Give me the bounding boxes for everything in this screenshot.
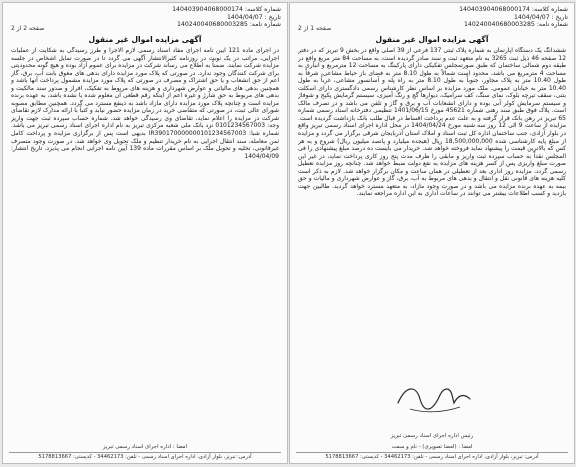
footer-note: امضا : (امضا تصویری) - نام و سمت [391, 444, 473, 450]
doc-number: شماره کلاسه: 140403904068000174 [459, 6, 568, 13]
doc-number: شماره کلاسه: 140403904068000174 [172, 6, 281, 13]
handwritten-signature [390, 373, 480, 423]
doc-serial: شماره نامه: 140240040680003285 [463, 21, 568, 29]
page-number: صفحه 1 از 2 [298, 25, 332, 32]
document-page-1 [289, 2, 575, 464]
footer-address: آدرس: تبریز، بلوار آزادی، اداره اجرای اسناد رسمی - تلفن: 34462173 - کدپستی: 5178813667 [296, 452, 568, 460]
document-page-2 [2, 2, 288, 464]
page-number: صفحه 2 از 2 [11, 25, 45, 32]
doc-date: تاریخ : 1404/04/07 [226, 13, 281, 21]
footer-note: امضا : اداره اجرای اسناد رسمی تبریز [102, 444, 188, 450]
doc-date: تاریخ : 1404/04/07 [513, 13, 568, 21]
notice-title: آگهی مزایده اموال غیر منقول [88, 35, 202, 44]
footer-address: آدرس: تبریز، بلوار آزادی، اداره اجرای اسناد رسمی - تلفن: 34462173 - کدپستی: 5178813667 [9, 452, 281, 460]
page-header [172, 6, 281, 29]
signature-caption: رئیس اداره اجرای اسناد رسمی تبریز [390, 433, 474, 439]
notice-body: در اجرای ماده 121 آیین نامه اجرای مفاد اسناد رسمی لازم الاجرا و طرز رسیدگی به شکایت از عملیات اجرایی، مراتب در یک نوبت در روزنامه کثیرالانتشار آگهی می گردد تا در صورت تمایل اشخاص در جلسه مزایده شرکت نمایند. ضمناً به اطلاع می رساند شرکت در مزایده برای عموم آزاد بوده و هیچ گونه محدودیتی برای شرکت کنندگان وجود ندارد. در صورتی که پلاک مورد مزایده دارای بدهی های معوق بابت آب، برق، گاز اعم از حق انشعاب و یا حق اشتراک و مصرف در صورتی که پلاک مورد مزایده مشمول پرداخت آنها باشد و همچنین بدهی های مالیاتی و عوارض شهرداری و هزینه های مربوط به تفکیک، افراز و صدور سند مالکیت و بدهی های مربوط به حق شارژ و غیره اعم از اینکه رقم قطعی آن معلوم شده یا نشده باشد، به عهده برنده مزایده است و چنانچه پلاک مورد مزایده دارای مازاد باشد به ذینفع مسترد می گردد. همچنین مطابق مصوبه شورای عالی ثبت، در صورتی که متقاضی خرید در زمان مزایده حضور نیابد و کتباً با ارائه مدارک لازم تقاضای شرکت در مزایده را اعلام نماید، تقاضای وی رسیدگی خواهد شد. شماره حساب سپرده ثبت جهت واریز وجه: 0101234567003 نزد بانک ملی شعبه مرکزی تبریز به نام اداره اجرای اسناد رسمی تبریز می باشد. شماره شبا: IR390170000000101234567003 بدیهی است پس از برگزاری مزایده و پرداخت کامل ثمن معامله، سند انتقال اجرایی به نام خریدار تنظیم و ملک تحویل وی خواهد شد. در صورت وجود متصرف غیرقانونی، تخلیه و تحویل ملک بر اساس مقررات ماده 139 آیین نامه اجرایی انجام می پذیرد. تاریخ انتشار: 1404/04/09 [11, 47, 279, 160]
page-header [459, 6, 568, 29]
doc-serial: شماره نامه: 140240040680003285 [176, 21, 281, 29]
notice-body: ششدانگ یک دستگاه آپارتمان به شماره پلاک ثبتی 137 فرعی از 39 اصلی واقع در بخش 9 تبریز که در دفتر 12 صفحه 46 ذیل ثبت 3265 به نام متعهد ثبت و سند صادر گردیده است، به مساحت 84 متر مربع واقع در طبقه دوم شمالی ساختمان که طبق صورتمجلس تفکیکی دارای پارکینگ به مساحت 12 مترمربع و انباری به مساحت 4 مترمربع می باشد، محدود است شمالاً به طول 8.10 متر به فضای باز حیاط مشاعی، شرقاً به طول 10.40 متر به پلاک مجاور، جنوباً به طول 8.10 متر به راه پله و آسانسور مشاعی، غرباً به طول 10.40 متر به خیابان عمومی. ملک مورد مزایده بر اساس نظر کارشناس رسمی دادگستری دارای اسکلت بتنی، سقف تیرچه بلوک، نمای سنگ، کف سرامیک، دیوارها گچ و رنگ آمیزی، سیستم گرمایش پکیج و شوفاژ و سیستم سرمایش کولر آبی بوده و دارای انشعابات آب و برق و گاز و تلفن می باشد و در تصرف مالک است. پلاک فوق طبق سند رهنی شماره 45621 مورخ 1401/06/15 تنظیمی دفترخانه اسناد رسمی شماره 65 تبریز در رهن بانک قرار گرفته و به علت عدم پرداخت اقساط در قبال طلب بانک بازداشت گردیده است. مزایده از ساعت 9 الی 12 روز سه شنبه مورخ 1404/04/24 در محل اداره اجرای اسناد رسمی تبریز واقع در بلوار آزادی، جنب ساختمان اداره کل ثبت اسناد و املاک استان آذربایجان شرقی برگزار می گردد و مزایده از مبلغ پایه کارشناسی شده 18,500,000,000 ریال (هیجده میلیارد و پانصد میلیون ریال) شروع و به هر کس که بالاترین قیمت را پیشنهاد نماید فروخته خواهد شد. خریدار می بایست ده درصد مبلغ پیشنهادی را فی المجلس نقداً به حساب سپرده ثبت واریز و مابقی را ظرف مدت پنج روز کاری پرداخت نماید، در غیر این صورت مبلغ واریزی پس از کسر هزینه های مزایده به نفع دولت ضبط خواهد شد. چنانچه روز مزایده تعطیل رسمی گردد، مزایده روز اداری بعد از تعطیلی در همان ساعت و مکان برگزار خواهد شد. لازم به ذکر است کلیه هزینه های قانونی نقل و انتقال و بدهی های مربوط به آب، برق، گاز و عوارض شهرداری و مالیات و حق بیمه به عهده برنده مزایده می باشد و در صورت وجود مازاد، به متعهد مسترد خواهد گردید. طالبین جهت بازدید و کسب اطلاعات بیشتر می توانند در ساعات اداری به این اداره مراجعه نمایند. [298, 47, 566, 198]
notice-title: آگهی مزایده اموال غیر منقول [375, 35, 489, 44]
